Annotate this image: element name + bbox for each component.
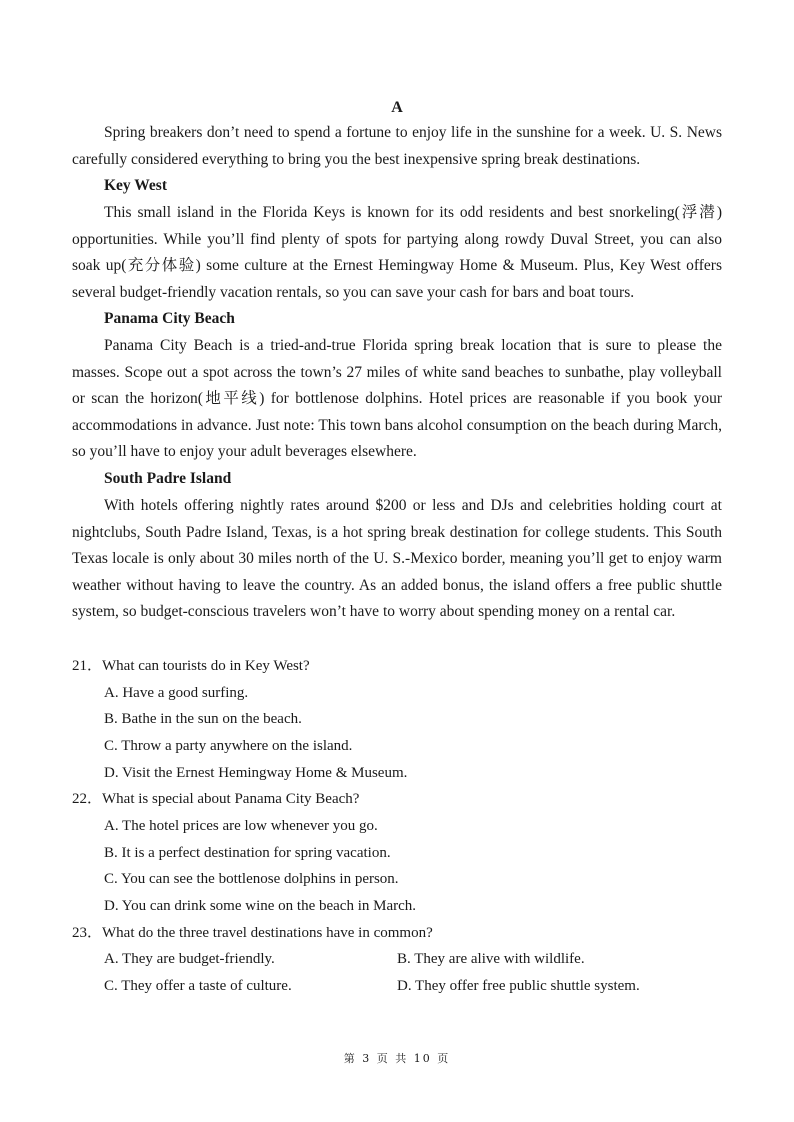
q23-option-d: D. They offer free public shuttle system.: [397, 978, 640, 994]
heading-key-west: Key West: [104, 177, 167, 194]
question-22: 22．What is special about Panama City Beach?: [72, 791, 360, 807]
page-footer: 第 3 页 共 10 页: [343, 1052, 451, 1065]
q21-option-c: C. Throw a party anywhere on the island.: [104, 738, 353, 754]
heading-south-padre-island: South Padre Island: [104, 470, 232, 487]
q22-option-c: C. You can see the bottlenose dolphins in person.: [104, 871, 399, 887]
q21-option-b: B. Bathe in the sun on the beach.: [104, 711, 302, 727]
section-title: A: [391, 99, 403, 116]
q22-option-a: A. The hotel prices are low whenever you go.: [104, 818, 378, 834]
paragraph-panama-city-beach: Panama City Beach is a tried-and-true Florida spring break location that is sure to please the masses. Scope out a spot across the town’s 27 miles of white sand beaches to sunbathe, play volleyball or scan the horizon(地平线) for bottlenose dolphins. Hotel prices are reasonable if you book your accommodations in advance. Just note: This town bans alcohol consumption on the beach during March, so you’ll have to enjoy your adult beverages elsewhere.: [72, 337, 722, 461]
q23-option-c: C. They offer a taste of culture.: [104, 978, 292, 994]
q21-option-a: A. Have a good surfing.: [104, 685, 249, 701]
q22-option-b: B. It is a perfect destination for spring vacation.: [104, 845, 391, 861]
intro-paragraph: Spring breakers don’t need to spend a fortune to enjoy life in the sunshine for a week. U. S. News carefully considered everything to bring you the best inexpensive spring break destinations.: [72, 124, 722, 168]
q21-option-d: D. Visit the Ernest Hemingway Home & Museum.: [104, 765, 408, 781]
question-23: 23．What do the three travel destinations have in common?: [72, 925, 433, 941]
q23-option-b: B. They are alive with wildlife.: [397, 951, 585, 967]
question-21: 21．What can tourists do in Key West?: [72, 658, 310, 674]
q23-option-a: A. They are budget-friendly.: [104, 951, 275, 967]
q22-option-d: D. You can drink some wine on the beach in March.: [104, 898, 417, 914]
paragraph-key-west: This small island in the Florida Keys is known for its odd residents and best snorkeling(浮潜) opportunities. While you’ll find plenty of spots for partying along rowdy Duval Street, you can also soak up(充分体验) some culture at the Ernest Hemingway Home & Museum. Plus, Key West offers several budget-friendly vacation rentals, so you can save your cash for bars and boat tours.: [72, 204, 722, 301]
heading-panama-city-beach: Panama City Beach: [104, 310, 235, 327]
paragraph-south-padre-island: With hotels offering nightly rates around $200 or less and DJs and celebrities holding court at nightclubs, South Padre Island, Texas, is a hot spring break destination for college students. This South Texas locale is only about 30 miles north of the U. S.-Mexico border, meaning you’ll get to enjoy warm weather without having to leave the country. As an added bonus, the island offers a free public shuttle system, so budget-conscious travelers won’t have to worry about spending money on a rental car.: [72, 497, 722, 621]
